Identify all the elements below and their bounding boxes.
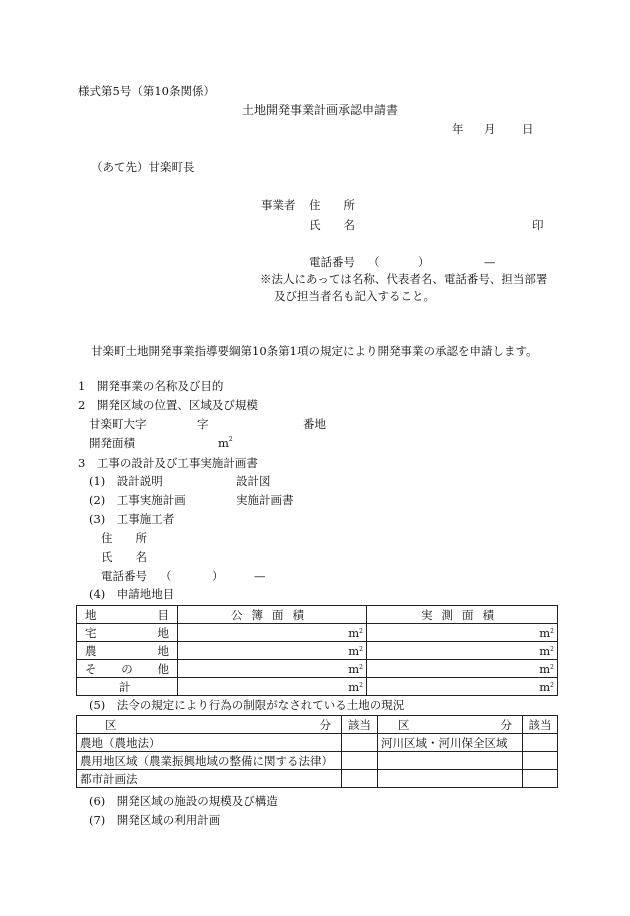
- applicant-note-line1: ※法人にあっては名称、代表者名、電話番号、担当部署: [260, 272, 548, 286]
- table-row: [77, 624, 558, 642]
- table-row: [77, 734, 558, 752]
- row-label-residential: 宅 地: [77, 624, 178, 642]
- applicant-note-line2: 及び担当者名も記入すること。: [274, 289, 435, 303]
- location-prefix: 甘楽町大字: [89, 417, 147, 431]
- date-day: 日: [522, 122, 534, 136]
- sub4-heading: (4) 申請地地目: [89, 587, 175, 601]
- row-label-total: 計: [77, 678, 178, 696]
- area-label: 開発面積: [89, 436, 135, 450]
- restriction-right-label: 河川区域・河川保全区域: [378, 734, 523, 752]
- measured-area-cell[interactable]: $m^2$: [367, 642, 558, 660]
- measured-area-cell[interactable]: $m^2$: [367, 624, 558, 642]
- sub5-heading: (5) 法令の規定により行為の制限がなされている土地の現況: [89, 698, 405, 712]
- header-land-category: 地 目: [77, 606, 178, 624]
- registered-area-total[interactable]: $m^2$: [178, 678, 367, 696]
- area-unit: [218, 438, 233, 450]
- date-year: 年: [452, 122, 464, 136]
- header-category-right: 区 分: [378, 716, 523, 734]
- registered-area-cell[interactable]: $m^2$: [178, 642, 367, 660]
- addressee: （あて先）甘楽町長: [91, 160, 195, 174]
- restriction-right-label: [378, 752, 523, 770]
- table-row: [77, 678, 558, 696]
- table-row: [77, 716, 558, 734]
- contractor-address-label: 住 所: [101, 531, 147, 545]
- restriction-left-check[interactable]: [342, 752, 378, 770]
- row-label-other: そ の 他: [77, 660, 178, 678]
- applicant-phone-dash: —: [484, 255, 496, 269]
- contractor-phone-open: （: [160, 569, 172, 583]
- table-row: [77, 660, 558, 678]
- header-category-left: 区 分: [77, 716, 342, 734]
- applicant-name-label: 氏 名: [309, 218, 355, 232]
- item3-heading: 3 工事の設計及び工事実施計画書: [78, 456, 258, 470]
- date-month: 月: [484, 122, 496, 136]
- restriction-left-label: 農地（農地法）: [77, 734, 342, 752]
- sub2-heading: (2) 工事実施計画: [89, 493, 186, 507]
- location-aza: 字: [197, 417, 209, 431]
- restriction-left-label: 都市計画法: [77, 770, 342, 788]
- area-unit-m: m: [218, 436, 229, 450]
- sub3-heading: (3) 工事施工者: [89, 512, 175, 526]
- area-unit-sup: 2: [228, 436, 233, 443]
- sub2-doc: 実施計画書: [236, 493, 294, 507]
- item2-heading: 2 開発区域の位置、区域及び規模: [78, 398, 258, 412]
- restriction-right-label: [378, 770, 523, 788]
- registered-area-cell[interactable]: $m^2$: [178, 660, 367, 678]
- table-row: [77, 752, 558, 770]
- applicant-label: 事業者: [261, 198, 296, 212]
- contractor-phone-label: 電話番号: [101, 569, 147, 583]
- contractor-name-label: 氏 名: [101, 550, 147, 564]
- item1-heading: 1 開発事業の名称及び目的: [78, 379, 224, 393]
- sub7-heading: (7) 開発区域の利用計画: [89, 813, 221, 827]
- restriction-left-check[interactable]: [342, 770, 378, 788]
- document-title: 土地開発事業計画承認申請書: [242, 103, 399, 117]
- registered-area-cell[interactable]: $m^2$: [178, 624, 367, 642]
- contractor-phone-dash: —: [254, 569, 266, 583]
- header-applicable-right: 該当: [523, 716, 558, 734]
- table-row: [77, 642, 558, 660]
- header-registered-area: 公簿面積: [178, 606, 367, 624]
- sub1-heading: (1) 設計説明: [89, 474, 163, 488]
- applicant-phone-label: 電話番号: [309, 255, 355, 269]
- application-statement: 甘楽町土地開発事業指導要綱第10条第1項の規定により開発事業の承認を申請します。: [91, 344, 538, 358]
- sub1-doc: 設計図: [236, 474, 271, 488]
- seal-mark: 印: [532, 218, 544, 232]
- header-applicable-left: 該当: [342, 716, 378, 734]
- applicant-address-label: 住 所: [309, 198, 355, 212]
- table-row: [77, 606, 558, 624]
- form-number: 様式第5号（第10条関係）: [78, 84, 215, 98]
- restriction-left-label: 農用地区域（農業振興地域の整備に関する法律）: [77, 752, 342, 770]
- restriction-right-check[interactable]: [523, 752, 558, 770]
- header-measured-area: 実測面積: [367, 606, 558, 624]
- restriction-right-check[interactable]: [523, 734, 558, 752]
- applicant-phone-close: ）: [418, 255, 430, 269]
- contractor-phone-close: ）: [212, 569, 224, 583]
- table-row: [77, 770, 558, 788]
- location-banchi: 番地: [303, 417, 326, 431]
- restriction-right-check[interactable]: [523, 770, 558, 788]
- measured-area-total[interactable]: $m^2$: [367, 678, 558, 696]
- restriction-table: [76, 715, 558, 788]
- measured-area-cell[interactable]: $m^2$: [367, 660, 558, 678]
- land-category-table: [76, 605, 558, 696]
- row-label-farmland: 農 地: [77, 642, 178, 660]
- restriction-left-check[interactable]: [342, 734, 378, 752]
- sub6-heading: (6) 開発区域の施設の規模及び構造: [89, 794, 278, 808]
- applicant-phone-open: （: [368, 255, 380, 269]
